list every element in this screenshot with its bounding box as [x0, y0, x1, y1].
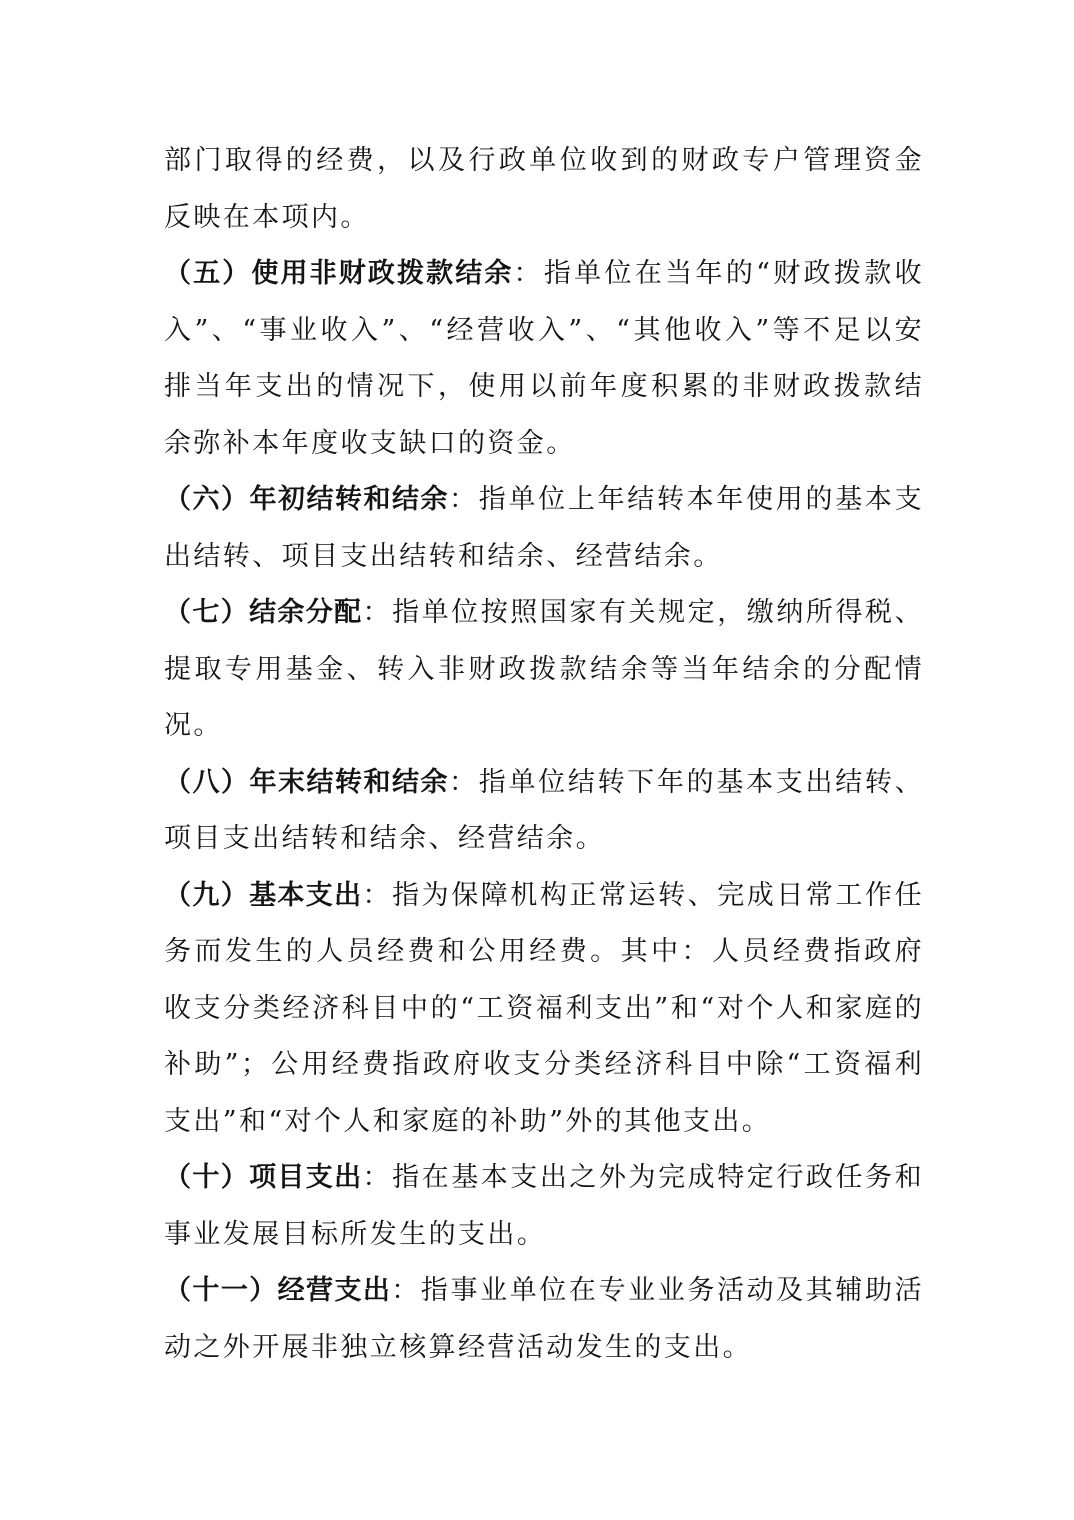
term-heading: （七）结余分配: [164, 597, 363, 628]
paragraph-text: ：指单位按照国家有关规定，缴纳所得税、提取专用基金、转入非财政拨款结余等当年结余的分配情况。: [164, 597, 924, 741]
term-heading: （五）使用非财政拨款结余: [164, 258, 514, 289]
term-heading: （六）年初结转和结余: [164, 484, 450, 515]
paragraph-item-7: [164, 585, 924, 755]
paragraph-text: ：指单位结转下年的基本支出结转、项目支出结转和结余、经营结余。: [164, 766, 925, 854]
paragraph-item-6: [164, 472, 924, 585]
term-heading: （八）年末结转和结余: [164, 766, 450, 798]
term-heading: （十一）经营支出: [164, 1275, 392, 1306]
paragraph-item-11: [164, 1263, 924, 1376]
paragraph-continuation: [164, 133, 924, 246]
paragraph-item-10: [164, 1150, 924, 1263]
paragraph-text: ：指单位在当年的“财政拨款收入”、“事业收入”、“经营收入”、“其他收入”等不足以安排当年支出的情况下，使用以前年度积累的非财政拨款结余弥补本年度收支缺口的资金。: [164, 258, 924, 459]
term-heading: （十）项目支出: [164, 1162, 363, 1193]
paragraph-text: ：指事业单位在专业业务活动及其辅助活动之外开展非独立核算经营活动发生的支出。: [164, 1275, 924, 1363]
paragraph-text: ：指在基本支出之外为完成特定行政任务和事业发展目标所发生的支出。: [164, 1162, 924, 1250]
paragraph-item-9: [164, 868, 924, 1151]
paragraph-text: ：指单位上年结转本年使用的基本支出结转、项目支出结转和结余、经营结余。: [164, 484, 925, 572]
paragraph-item-8: [164, 755, 924, 868]
paragraph-item-5: [164, 246, 924, 472]
term-heading: （九）基本支出: [164, 879, 363, 911]
paragraph-text: 部门取得的经费，以及行政单位收到的财政专户管理资金反映在本项内。: [164, 145, 924, 233]
paragraph-text: ：指为保障机构正常运转、完成日常工作任务而发生的人员经费和公用经费。其中：人员经费指政府收支分类经济科目中的“工资福利支出”和“对个人和家庭的补助”；公用经费指政府收支分类经济科目中除“工资福利支出”和“对个人和家庭的补助”外的其他支出。: [164, 879, 924, 1137]
document-body: [164, 133, 924, 1376]
